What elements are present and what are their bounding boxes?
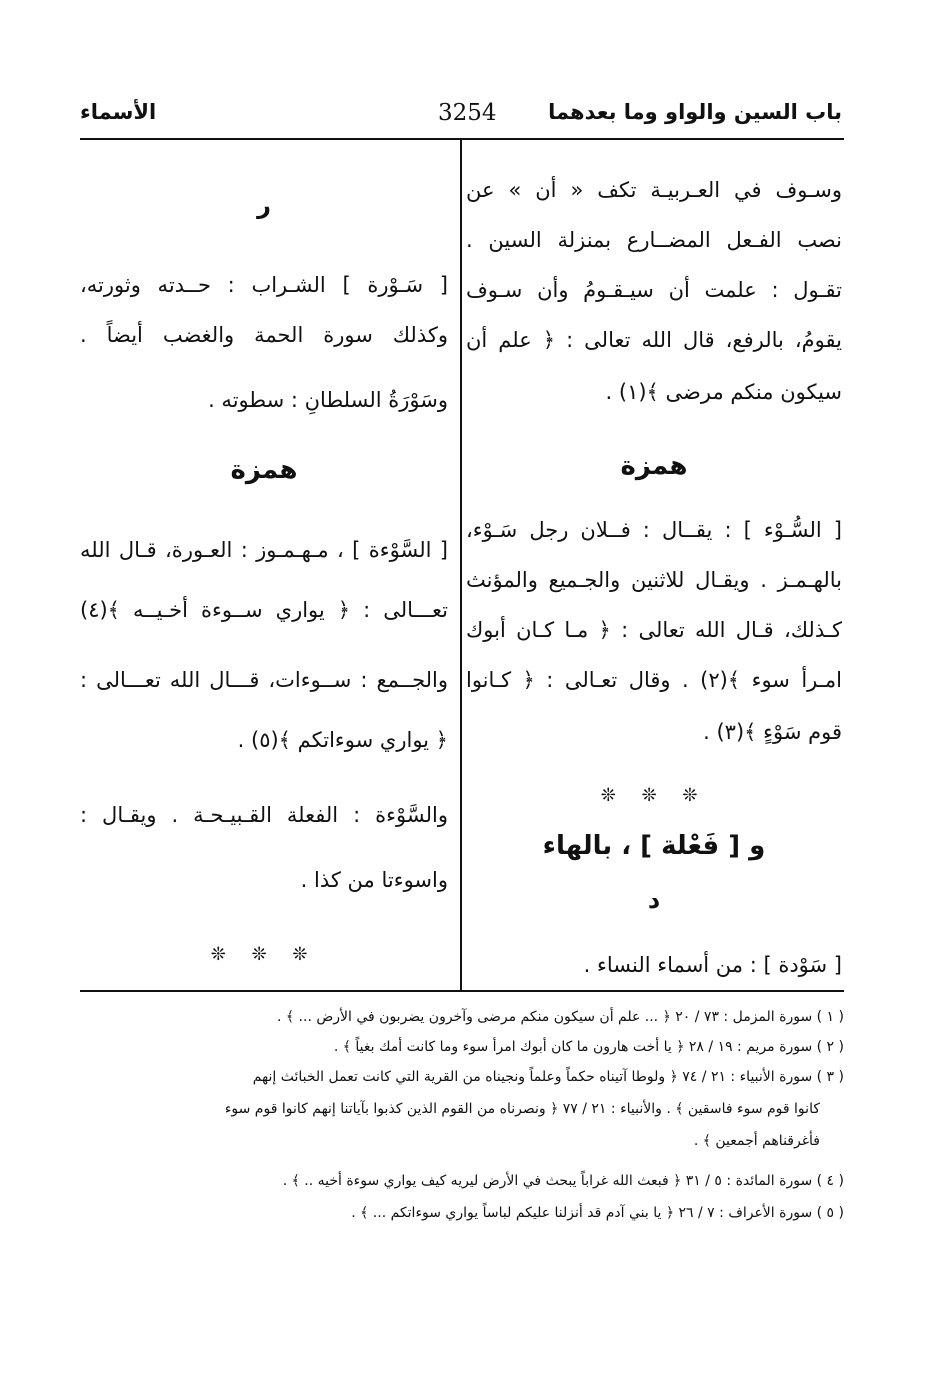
text-line: ﴿ يواري سوءاتكم ﴾(٥) . [237,728,448,752]
entry-heading: همزة [620,451,688,481]
footnote-line: كانوا قوم سوء فاسقين ﴾ . والأنبياء : ٢١ / ٧٧ ﴿ ونصرناه من القوم الذين كذبوا بآياتنا إنهم كانوا قوم سوء [224,1101,820,1117]
text-line: وكذلك سورة الحمة والغضب أيضاً . [80,323,448,347]
page-number: 3254 [438,100,497,126]
footnote-line: ( ٤ ) سورة المائدة : ٥ / ٣١ ﴿ فبعث الله غراباً يبحث في الأرض ليريه كيف يواري سوءة أخيه .. ﴾ . [282,1173,844,1189]
text-line: نصب الفـعل المضــارع بمنزلة السين . [466,228,842,252]
footnote-line: ( ٢ ) سورة مريم : ١٩ / ٢٨ ﴿ يا أخت هارون ما كان أبوك امرأ سوء وما كانت أمك بغياً ﴾ . [333,1039,844,1055]
text-line: [ السَّوْءة ] ، مـهـمـوز : العـورة، قـال الله [80,538,448,562]
chapter-title: الأسماء [80,100,157,124]
letter-heading: ر [257,191,271,219]
page-header [80,100,842,134]
section-separator: ❊ ❊ ❊ [600,785,708,806]
text-line: [ سَـوْرة ] الشـراب : حــدته وثورته، [80,273,448,297]
entry-heading: همزة [230,455,298,485]
text-line: قوم سَوْءٍ ﴾(٣) . [703,720,842,744]
text-line: بالهـمـز . ويقـال للاثنين والجـميع والمؤنث [466,568,842,592]
text-line: يقومُ، بالرفع، قال الله تعالى : ﴿ علم أن [466,328,842,352]
column-divider [460,140,462,990]
section-title: باب السين والواو وما بعدهما [548,100,842,124]
text-line: واسوءتا من كذا . [300,868,448,892]
text-line: تقـول : علمت أن سيـقـومُ وأن سـوف [466,278,842,302]
letter-heading: د [647,886,661,914]
text-line: وسـوف في العـربيـة تكف « أن » عن [466,178,842,202]
footnote-rule [80,990,844,992]
footnote-line: ( ١ ) سورة المزمل : ٧٣ / ٢٠ ﴿ ... علم أن سيكون منكم مرضى وآخرون يضربون في الأرض ... ﴾ . [276,1009,844,1025]
text-line: [ السُّـوْء ] : يقــال : فــلان رجل سَـوْء، [466,518,842,542]
text-line: والسَّوْءة : الفعلة القـبيـحـة . ويقـال : [80,803,448,827]
text-line: امـرأ سوء ﴾(٢) . وقال تعـالى : ﴿ كـانوا [466,668,842,692]
text-line: وسَوْرَةُ السلطانِ : سطوته . [208,388,448,412]
section-separator: ❊ ❊ ❊ [210,944,318,965]
text-line: [ سَوْدة ] : من أسماء النساء . [583,953,842,977]
footnote-line: ( ٥ ) سورة الأعراف : ٧ / ٢٦ ﴿ يا بني آدم قد أنزلنا عليكم لباساً يواري سوءاتكم ... ﴾ . [351,1205,844,1221]
entry-heading: و [ فَعْلة ] ، بالهاء [542,831,766,861]
text-line: كـذلك، قـال الله تعالى : ﴿ مـا كـان أبوك [466,618,842,642]
text-line: سيكون منكم مرضى ﴾(١) . [605,380,842,404]
footnote-line: فأغرقناهم أجمعين ﴾ . [693,1133,820,1149]
header-rule [80,138,844,140]
text-line: تعـــالى : ﴿ يواري ســوءة أخـيــه ﴾(٤) [80,598,448,622]
footnote-line: ( ٣ ) سورة الأنبياء : ٢١ / ٧٤ ﴿ ولوطا آتيناه حكماً وعلماً ونجيناه من القرية التي كانت تعمل الخبائث إنهم [252,1069,844,1085]
text-line: والجــمع : ســوءات، قـــال الله تعـــالى : [80,668,448,692]
